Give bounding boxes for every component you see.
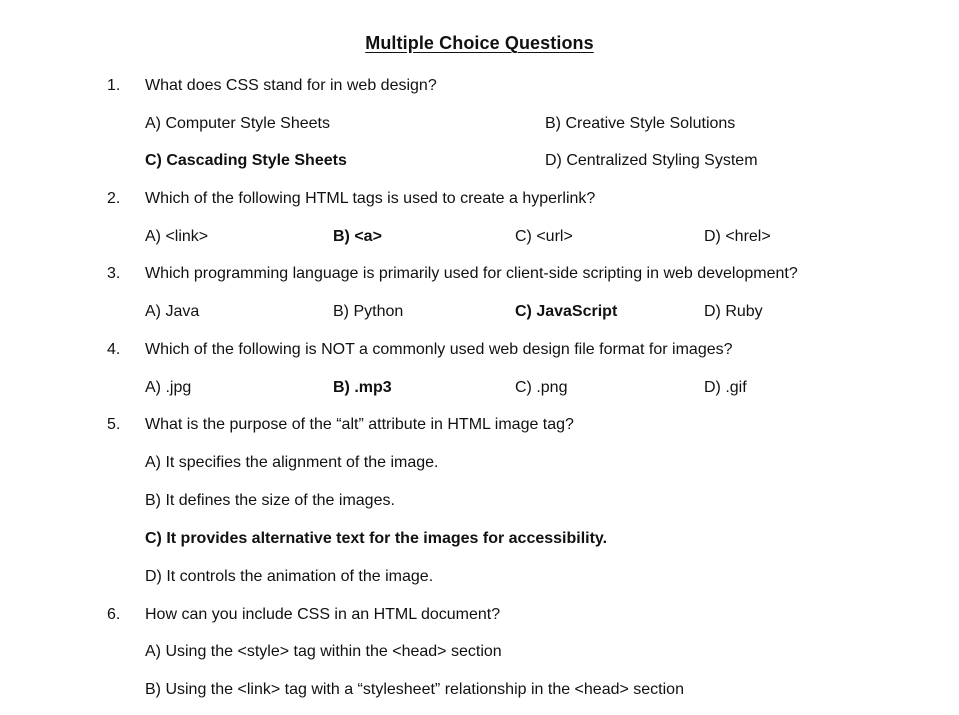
question-1-options-row-1: [0, 112, 959, 136]
option-d: D) Ruby: [704, 303, 763, 320]
question-5: [0, 413, 959, 437]
option-b-correct: B) .mp3: [333, 379, 392, 396]
option-b-correct: B) <a>: [333, 228, 382, 245]
question-4: [0, 338, 959, 362]
question-1: [0, 74, 959, 98]
question-6: [0, 603, 959, 627]
option-a: A) <link>: [145, 228, 209, 245]
question-1-options-row-2: [0, 149, 959, 173]
option-b: B) Using the <link> tag with a “stylesheet” relationship in the <head> section: [145, 681, 684, 698]
option-b: B) Python: [333, 303, 404, 320]
page-title: Multiple Choice Questions: [365, 33, 594, 53]
option-d: D) <hrel>: [704, 228, 771, 245]
option-b: B) Creative Style Solutions: [545, 115, 736, 132]
option-a: A) Java: [145, 303, 200, 320]
question-5-option-b-row: [0, 489, 959, 513]
question-text: Which of the following HTML tags is used to create a hyperlink?: [145, 190, 596, 207]
question-2-options: [0, 225, 959, 249]
question-number: 4.: [107, 341, 121, 358]
option-a: A) Computer Style Sheets: [145, 115, 330, 132]
option-d: D) Centralized Styling System: [545, 152, 758, 169]
question-text: Which programming language is primarily used for client-side scripting in web development?: [145, 265, 798, 282]
option-a: A) It specifies the alignment of the image.: [145, 454, 439, 471]
question-text: What does CSS stand for in web design?: [145, 77, 437, 94]
option-d: D) It controls the animation of the image.: [145, 568, 434, 585]
question-6-option-b-row: [0, 678, 959, 702]
question-number: 1.: [107, 77, 121, 94]
question-text: How can you include CSS in an HTML document?: [145, 606, 501, 623]
question-3: [0, 262, 959, 286]
question-text: Which of the following is NOT a commonly used web design file format for images?: [145, 341, 733, 358]
option-c-correct: C) It provides alternative text for the images for accessibility.: [145, 530, 608, 547]
question-number: 6.: [107, 606, 121, 623]
question-4-options: [0, 376, 959, 400]
question-text: What is the purpose of the “alt” attribute in HTML image tag?: [145, 416, 574, 433]
question-5-option-a-row: [0, 451, 959, 475]
option-b: B) It defines the size of the images.: [145, 492, 395, 509]
question-2: [0, 187, 959, 211]
option-c: C) .png: [515, 379, 568, 396]
question-3-options: [0, 300, 959, 324]
question-number: 3.: [107, 265, 121, 282]
option-c-correct: C) JavaScript: [515, 303, 618, 320]
question-5-option-d-row: [0, 565, 959, 589]
option-a: A) .jpg: [145, 379, 192, 396]
option-d: D) .gif: [704, 379, 747, 396]
question-number: 2.: [107, 190, 121, 207]
option-a: A) Using the <style> tag within the <head> section: [145, 643, 502, 660]
question-number: 5.: [107, 416, 121, 433]
option-c-correct: C) Cascading Style Sheets: [145, 152, 347, 169]
question-6-option-a-row: [0, 640, 959, 664]
question-5-option-c-row: [0, 527, 959, 551]
option-c: C) <url>: [515, 228, 573, 245]
